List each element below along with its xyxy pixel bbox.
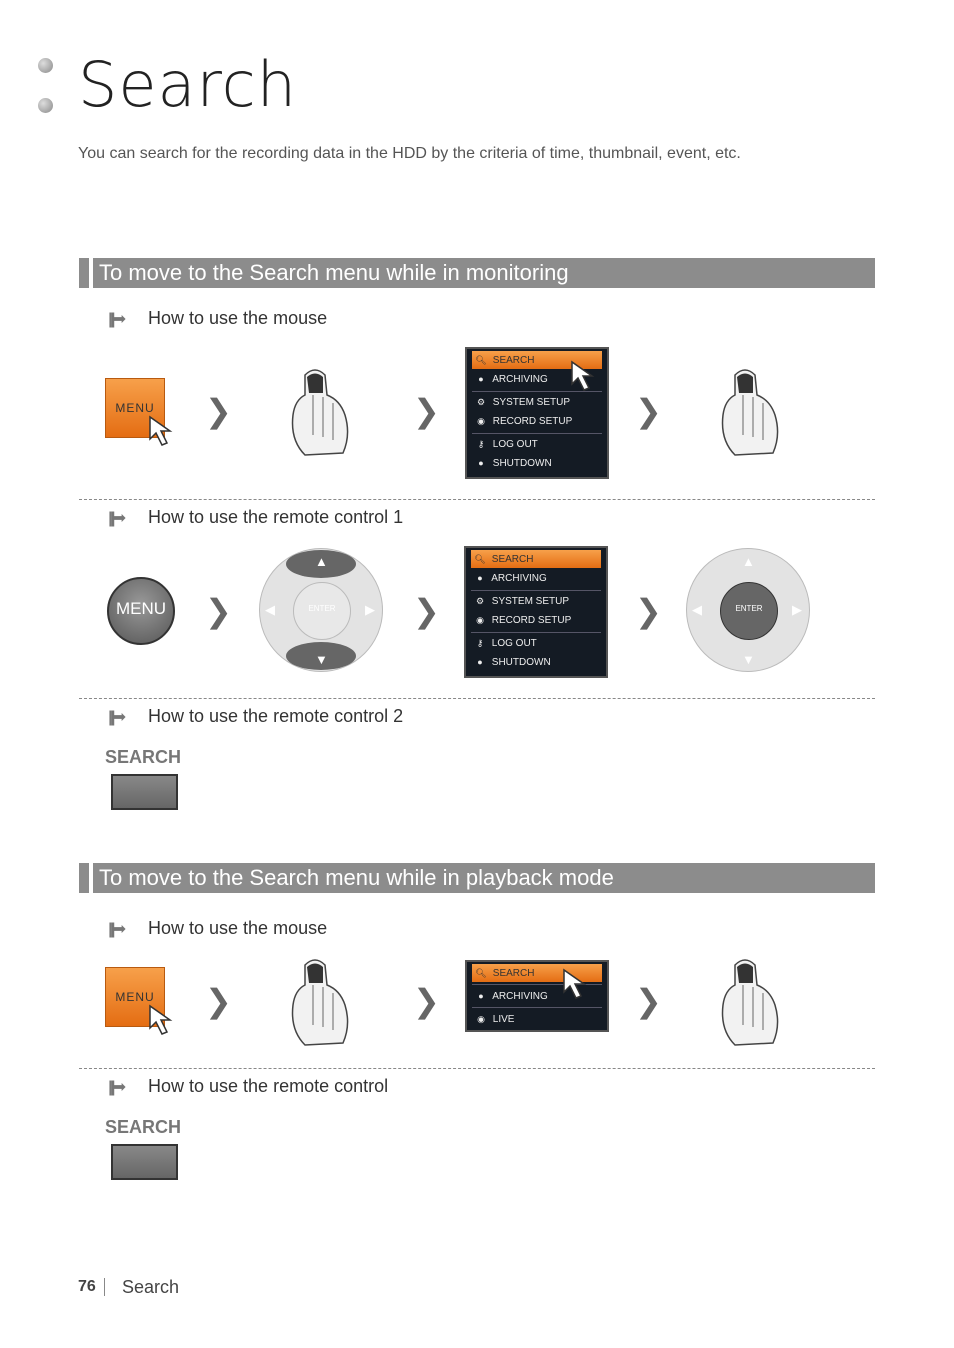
intro-text: You can search for the recording data in the HDD by the criteria of time, thumbnail, event, etc.	[78, 145, 741, 162]
menu-button[interactable]: MENU	[105, 967, 165, 1027]
osd-item-log-out[interactable]: ⚷ LOG OUT	[477, 439, 538, 450]
osd-menu	[464, 546, 608, 678]
cursor-icon	[570, 360, 602, 392]
menu-button[interactable]: MENU	[105, 378, 165, 438]
down-arrow-icon: ▼	[315, 652, 328, 667]
remote-search-button[interactable]	[111, 1144, 178, 1180]
chevron-right-icon: ❯	[205, 982, 232, 1020]
chevron-right-icon: ❯	[413, 392, 440, 430]
chevron-right-icon: ❯	[205, 392, 232, 430]
osd-item-system-setup[interactable]: ⚙ SYSTEM SETUP	[476, 397, 571, 408]
chevron-right-icon: ❯	[635, 592, 662, 630]
arrow-icon: ||||➡	[108, 510, 124, 527]
osd-item-shutdown[interactable]: ● SHUTDOWN	[477, 657, 551, 668]
remote-menu-button[interactable]: MENU	[107, 577, 175, 645]
osd-item-search[interactable]: 🔍︎ SEARCH	[472, 964, 602, 982]
osd-item-system-setup[interactable]: ⚙ SYSTEM SETUP	[475, 596, 570, 607]
arrow-icon: ||||➡	[108, 311, 124, 328]
hand-mouse-click-icon	[715, 365, 785, 460]
subheading-mouse: ||||➡ How to use the mouse	[108, 308, 328, 328]
page-title: Search	[78, 48, 298, 121]
osd-item-log-out[interactable]: ⚷ LOG OUT	[476, 638, 537, 649]
up-arrow-icon: ▲	[315, 554, 328, 569]
osd-item-archiving[interactable]: ● ARCHIVING	[477, 573, 547, 584]
subheading-remote-1: ||||➡ How to use the remote control 1	[108, 507, 404, 527]
footer-separator	[104, 1278, 105, 1296]
subheading-mouse: ||||➡ How to use the mouse	[108, 918, 328, 938]
right-arrow-icon: ▶	[792, 602, 802, 617]
section-heading-monitoring	[79, 258, 875, 288]
remote-search-button[interactable]	[111, 774, 178, 810]
enter-button[interactable]: ENTER	[293, 582, 351, 640]
hand-mouse-click-icon	[715, 955, 785, 1050]
right-arrow-icon: ▶	[365, 602, 375, 617]
arrow-icon: ||||➡	[108, 921, 124, 938]
subheading-remote-2: ||||➡ How to use the remote control 2	[108, 706, 404, 726]
remote-dpad-up-down[interactable]	[259, 548, 383, 672]
bullet-dot-icon	[38, 98, 53, 113]
hand-mouse-click-icon	[285, 955, 355, 1050]
divider	[79, 698, 875, 699]
section-heading-playback	[79, 863, 875, 893]
osd-item-shutdown[interactable]: ● SHUTDOWN	[478, 458, 552, 469]
bullet-dot-icon	[38, 58, 53, 73]
subheading-remote: ||||➡ How to use the remote control	[108, 1076, 389, 1096]
divider	[79, 1068, 875, 1069]
arrow-icon: ||||➡	[108, 1079, 124, 1096]
up-arrow-icon: ▲	[742, 554, 755, 569]
arrow-icon: ||||➡	[108, 709, 124, 726]
chevron-right-icon: ❯	[635, 982, 662, 1020]
osd-item-search[interactable]: 🔍︎ SEARCH	[471, 550, 601, 568]
divider	[79, 499, 875, 500]
search-button-label: SEARCH	[105, 1117, 182, 1137]
down-arrow-icon: ▼	[742, 652, 755, 667]
left-arrow-icon: ◀	[265, 602, 275, 617]
hand-mouse-click-icon	[285, 365, 355, 460]
section-heading-text: To move to the Search menu while in monitoring	[99, 260, 569, 285]
osd-item-record-setup[interactable]: ◉ RECORD SETUP	[476, 615, 572, 626]
footer-section-name: Search	[122, 1277, 180, 1297]
cursor-icon	[148, 1004, 178, 1036]
cursor-icon	[148, 415, 178, 447]
enter-button[interactable]: ENTER	[720, 582, 778, 640]
osd-item-search[interactable]: 🔍︎ SEARCH	[472, 351, 602, 369]
osd-item-archiving[interactable]: ● ARCHIVING	[478, 991, 548, 1002]
search-button-label: SEARCH	[105, 747, 182, 767]
chevron-right-icon: ❯	[413, 982, 440, 1020]
left-arrow-icon: ◀	[692, 602, 702, 617]
chevron-right-icon: ❯	[635, 392, 662, 430]
section-heading-text: To move to the Search menu while in playback mode	[99, 865, 614, 890]
cursor-icon	[562, 968, 594, 1000]
osd-item-record-setup[interactable]: ◉ RECORD SETUP	[477, 416, 573, 427]
chevron-right-icon: ❯	[205, 592, 232, 630]
chevron-right-icon: ❯	[413, 592, 440, 630]
remote-dpad-enter[interactable]	[686, 548, 810, 672]
osd-item-live[interactable]: ◉ LIVE	[477, 1014, 515, 1025]
osd-item-archiving[interactable]: ● ARCHIVING	[478, 374, 548, 385]
page-number: 76	[78, 1278, 96, 1295]
